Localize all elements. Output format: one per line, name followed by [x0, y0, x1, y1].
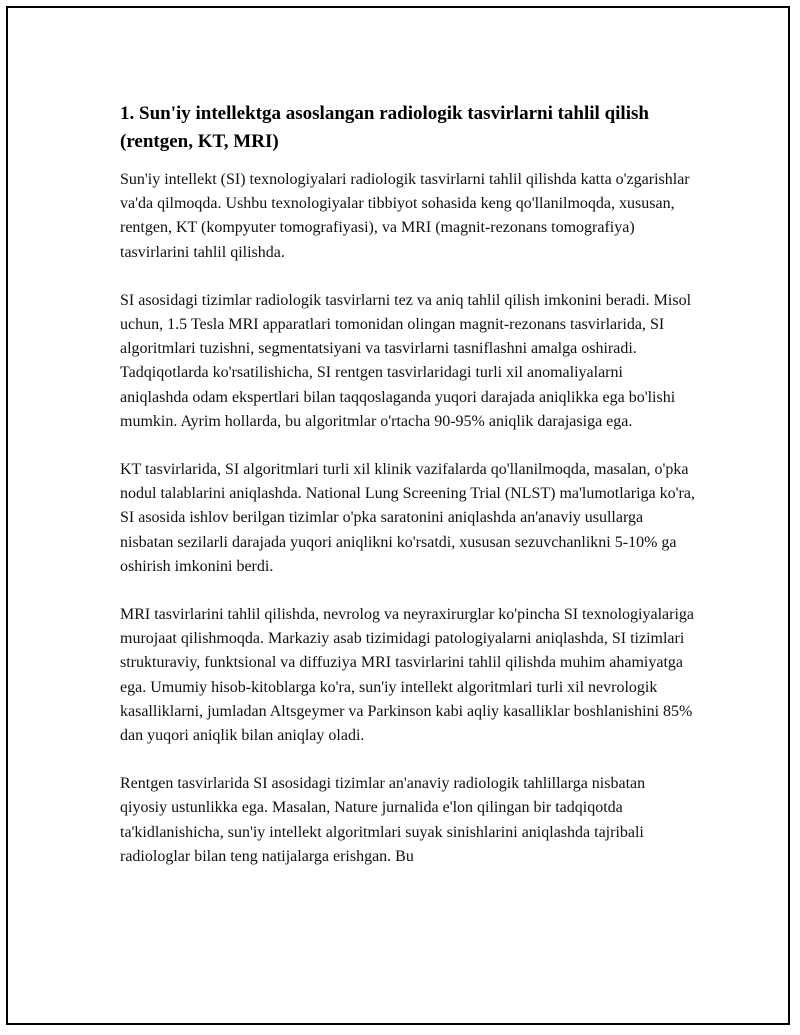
paragraph-si-systems: SI asosidagi tizimlar radiologik tasvirlarni tez va aniq tahlil qilish imkonini beradi. Misol uchun, 1.5 Tesla MRI apparatlari tomonidan olingan magnit-rezonans tasvirlarida, SI algoritmlari tuzishni, segmentatsiyani va tasvirlarni tasniflashni amalga oshiradi. Tadqiqotlarda ko'rsatilishicha, SI rentgen tasvirlaridagi turli xil anomaliyalarni aniqlashda odam ekspertlari bilan taqqoslaganda yuqori darajada aniqlikka ega bo'lishi mumkin. Ayrim hollarda, bu algoritmlar o'rtacha 90-95% aniqlik darajasiga ega. [120, 291, 692, 430]
paragraph-mri: MRI tasvirlarini tahlil qilishda, nevrolog va neyraxirurglar ko'pincha SI texnologiyalariga murojaat qilishmoqda. Markaziy asab tizimidagi patologiyalarni aniqlashda, SI tizimlari strukturaviy, funktsional va diffuziya MRI tasvirlarini tahlil qilishda muhim ahamiyatga ega. Umumiy hisob-kitoblarga ko'ra, sun'iy intellekt algoritmlari turli xil nevrologik kasalliklarni, jumladan Altsgeymer va Parkinson kabi aqliy kasalliklar boshlanishini 85% dan yuqori aniqlik bilan aniqlay oladi. [120, 606, 694, 745]
paragraph-intro: Sun'iy intellekt (SI) texnologiyalari radiologik tasvirlarni tahlil qilishda katta o'zgarishlar va'da qilmoqda. Ushbu texnologiyalar tibbiyot sohasida keng qo'llanilmoqda, xususan, rentgen, KT (kompyuter tomografiyasi), va MRI (magnit-rezonans tomografiya) tasvirlarini tahlil qilishda. [120, 171, 690, 261]
paragraph-xray: Rentgen tasvirlarida SI asosidagi tizimlar an'anaviy radiologik tahlillarga nisbatan qiyosiy ustunlikka ega. Masalan, Nature jurnalida e'lon qilingan bir tadqiqotda ta'kidlanishicha, sun'iy intellekt algoritmlari suyak sinishlarini aniqlashda tajribali radiologlar bilan teng natijalarga erishgan. Bu [120, 775, 646, 865]
document-body [120, 100, 695, 893]
section-heading: 1. Sun'iy intellektga asoslangan radiologik tasvirlarni tahlil qilish (rentgen, KT, MRI) [120, 103, 649, 152]
paragraph-ct: KT tasvirlarida, SI algoritmlari turli xil klinik vazifalarda qo'llanilmoqda, masalan, o'pka nodul talablarini aniqlashda. National Lung Screening Trial (NLST) ma'lumotlariga ko'ra, SI asosida ishlov berilgan tizimlar o'pka saratonini aniqlashda an'anaviy usullarga nisbatan sezilarli darajada yuqori aniqlikni ko'rsatdi, xususan sezuvchanlikni 5-10% ga oshirish imkonini berdi. [120, 461, 695, 575]
page-frame [6, 6, 790, 1025]
